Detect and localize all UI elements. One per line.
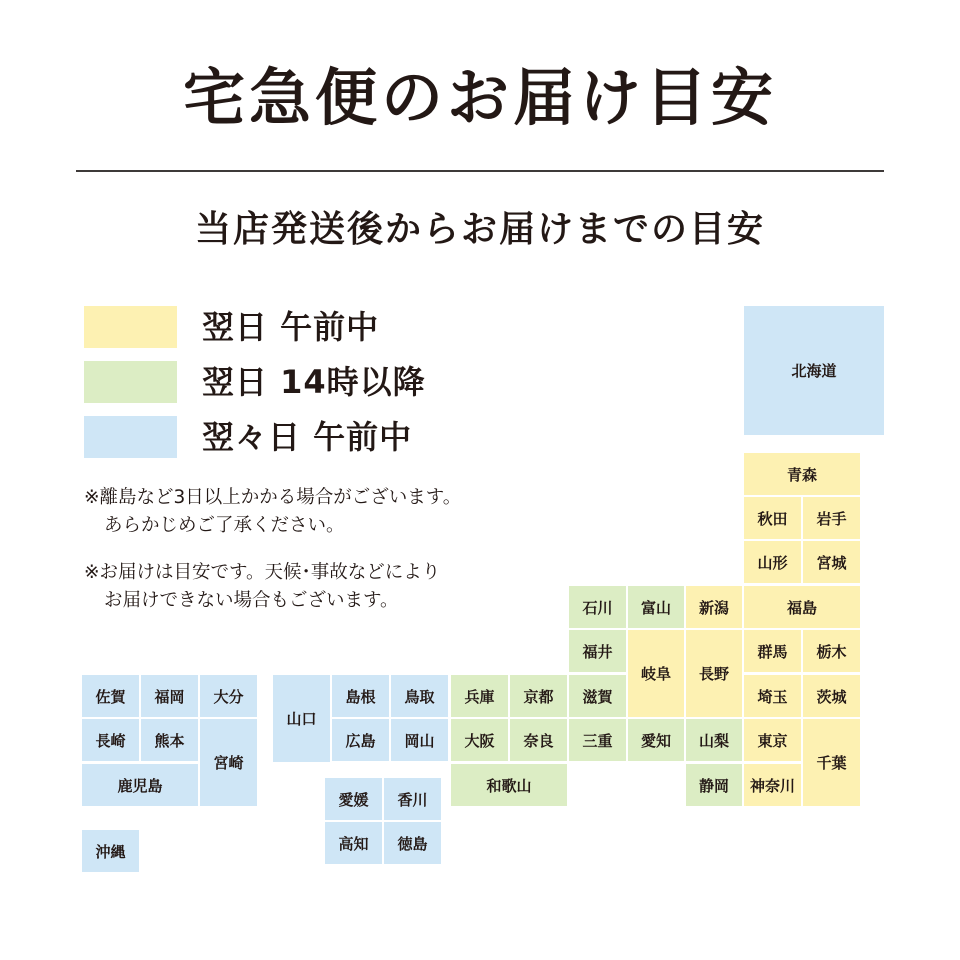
region-gifu: 岐阜 <box>628 630 684 717</box>
region-mie: 三重 <box>569 719 626 761</box>
region-tokushima: 徳島 <box>384 822 441 864</box>
region-okayama: 岡山 <box>391 719 448 761</box>
region-nara: 奈良 <box>510 719 567 761</box>
region-hyogo: 兵庫 <box>451 675 508 717</box>
region-hiroshima: 広島 <box>332 719 389 761</box>
legend-label: 翌日 午前中 <box>202 308 380 346</box>
region-iwate: 岩手 <box>803 497 860 539</box>
region-hokkaido: 北海道 <box>744 306 884 435</box>
region-yamagata: 山形 <box>744 541 801 583</box>
note-line: ※離島など3日以上かかる場合がございます。 <box>84 487 462 508</box>
region-fukuoka: 福岡 <box>141 675 198 717</box>
region-tottori: 鳥取 <box>391 675 448 717</box>
region-yamanashi: 山梨 <box>686 719 742 761</box>
divider <box>76 170 884 172</box>
region-osaka: 大阪 <box>451 719 508 761</box>
region-shimane: 島根 <box>332 675 389 717</box>
region-kumamoto: 熊本 <box>141 719 198 761</box>
region-nagasaki: 長崎 <box>82 719 139 761</box>
region-wakayama: 和歌山 <box>451 764 567 806</box>
region-yamaguchi: 山口 <box>273 675 330 762</box>
region-kochi: 高知 <box>325 822 382 864</box>
region-chiba: 千葉 <box>803 719 860 806</box>
region-kagoshima: 鹿児島 <box>82 764 198 806</box>
region-oita: 大分 <box>200 675 257 717</box>
region-nagano: 長野 <box>686 630 742 717</box>
region-kagawa: 香川 <box>384 778 441 820</box>
region-kyoto: 京都 <box>510 675 567 717</box>
region-ibaraki: 茨城 <box>803 675 860 717</box>
region-aichi: 愛知 <box>628 719 684 761</box>
region-shiga: 滋賀 <box>569 675 626 717</box>
note-line: あらかじめご了承ください。 <box>104 515 345 536</box>
region-saitama: 埼玉 <box>744 675 801 717</box>
legend-swatch-blue <box>84 416 177 458</box>
region-miyagi: 宮城 <box>803 541 860 583</box>
region-tokyo: 東京 <box>744 719 801 761</box>
legend-label: 翌々日 午前中 <box>202 418 413 456</box>
legend-swatch-green <box>84 361 177 403</box>
region-kanagawa: 神奈川 <box>744 764 801 806</box>
region-akita: 秋田 <box>744 497 801 539</box>
region-niigata: 新潟 <box>686 586 742 628</box>
note-line: お届けできない場合もございます。 <box>104 590 399 611</box>
region-ehime: 愛媛 <box>325 778 382 820</box>
region-gunma: 群馬 <box>744 630 801 672</box>
page-title: 宅急便のお届け目安 <box>182 61 777 134</box>
region-okinawa: 沖縄 <box>82 830 139 872</box>
region-fukushima: 福島 <box>744 586 860 628</box>
region-shizuoka: 静岡 <box>686 764 742 806</box>
legend-label: 翌日 14時以降 <box>202 363 426 401</box>
region-fukui: 福井 <box>569 630 626 672</box>
note-remote-islands <box>84 484 461 540</box>
region-aomori: 青森 <box>744 453 860 495</box>
note-delivery-estimate <box>84 559 440 615</box>
page-subtitle: 当店発送後からお届けまでの目安 <box>194 209 765 250</box>
region-tochigi: 栃木 <box>803 630 860 672</box>
region-saga: 佐賀 <box>82 675 139 717</box>
region-toyama: 富山 <box>628 586 684 628</box>
region-miyazaki: 宮崎 <box>200 719 257 806</box>
region-ishikawa: 石川 <box>569 586 626 628</box>
legend-swatch-yellow <box>84 306 177 348</box>
note-line: ※お届けは目安です。天候･事故などにより <box>84 562 441 583</box>
